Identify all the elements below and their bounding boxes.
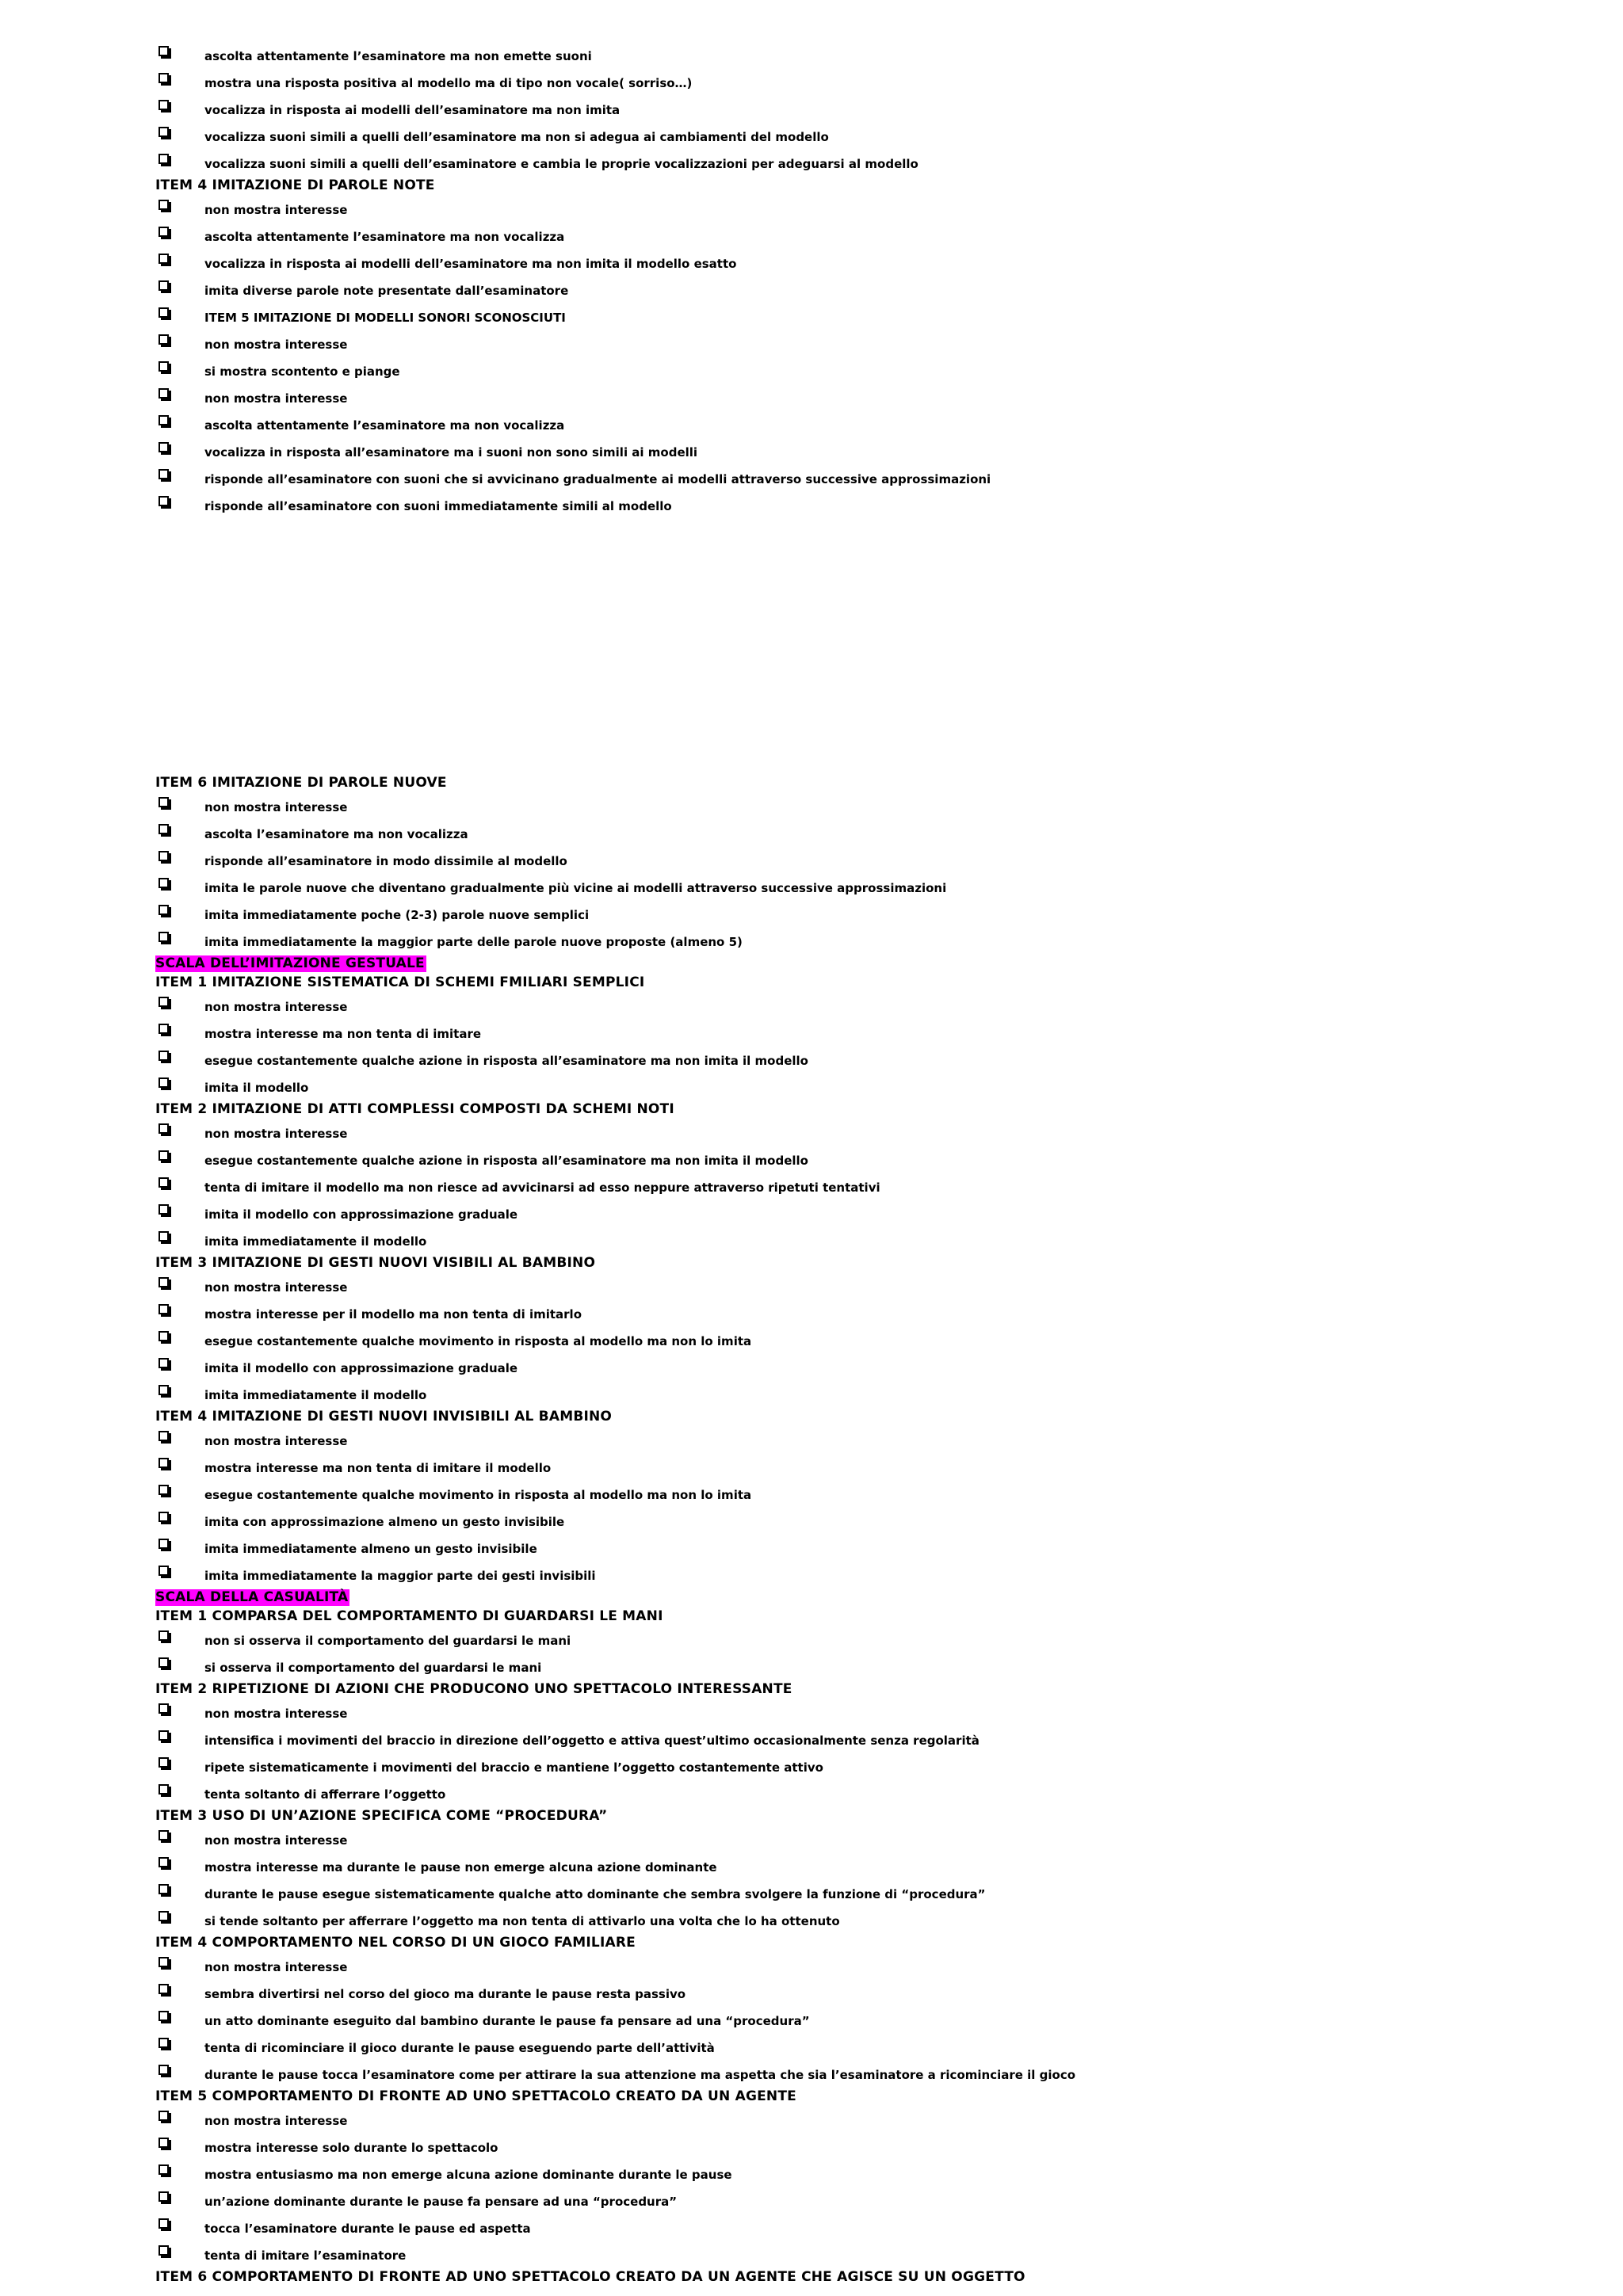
checkbox-icon[interactable] (158, 1984, 169, 1994)
checklist-item-label: mostra interesse ma non tenta di imitare (204, 1027, 482, 1041)
checklist-item (155, 992, 1582, 1019)
heading-label: ITEM 4 IMITAZIONE DI PAROLE NOTE (155, 177, 435, 193)
checklist-item (155, 357, 1582, 383)
checklist-item-label: non mostra interesse (204, 1127, 348, 1141)
checklist-item (155, 1507, 1582, 1534)
heading-label: ITEM 2 IMITAZIONE DI ATTI COMPLESSI COMPOSTI DA SCHEMI NOTI (155, 1101, 674, 1117)
checklist-item (155, 41, 1582, 68)
checkbox-icon[interactable] (158, 1150, 169, 1161)
checklist-item-label: imita il modello con approssimazione graduale (204, 1207, 518, 1222)
checklist-item-label: non mostra interesse (204, 1833, 348, 1848)
checkbox-icon[interactable] (158, 127, 169, 137)
checklist-item-label: non mostra interesse (204, 800, 348, 814)
checklist-item-label: risponde all’esaminatore con suoni immediatamente simili al modello (204, 499, 672, 513)
checklist-item-label: si osserva il comportamento del guardarsi le mani (204, 1661, 542, 1675)
checklist-item (155, 68, 1582, 95)
checklist-item (155, 1073, 1582, 1100)
checklist-item (155, 2133, 1582, 2160)
checkbox-icon[interactable] (158, 2011, 169, 2021)
checkbox-icon[interactable] (158, 2191, 169, 2202)
checklist-item-label: imita il modello con approssimazione graduale (204, 1361, 518, 1375)
checklist-item (155, 1653, 1582, 1680)
checkbox-icon[interactable] (158, 1630, 169, 1641)
checklist-item (155, 1199, 1582, 1226)
checkbox-icon[interactable] (158, 2218, 169, 2229)
checklist-item-label: sembra divertirsi nel corso del gioco ma durante le pause resta passivo (204, 1987, 686, 2001)
checklist-item-label: tenta di ricominciare il gioco durante le pause eseguendo parte dell’attività (204, 2041, 715, 2055)
checklist-item-label: non mostra interesse (204, 203, 348, 217)
checklist-item-label: mostra entusiasmo ma non emerge alcuna azione dominante durante le pause (204, 2168, 732, 2182)
checklist-item (155, 1480, 1582, 1507)
checkbox-icon[interactable] (158, 1231, 169, 1241)
checklist-item-label: ascolta attentamente l’esaminatore ma non emette suoni (204, 49, 592, 63)
checkbox-icon[interactable] (158, 1911, 169, 1921)
heading-label: ITEM 5 COMPORTAMENTO DI FRONTE AD UNO SPETTACOLO CREATO DA UN AGENTE (155, 2088, 796, 2104)
checkbox-icon[interactable] (158, 1204, 169, 1215)
checkbox-icon[interactable] (158, 797, 169, 807)
checkbox-icon[interactable] (158, 997, 169, 1007)
checklist-item (155, 464, 1582, 491)
checklist-item (155, 1046, 1582, 1073)
checklist-item (155, 1426, 1582, 1453)
item-heading (155, 2267, 1582, 2286)
checkbox-icon[interactable] (158, 1657, 169, 1668)
item-heading (155, 1680, 1582, 1699)
checklist-item-label: non mostra interesse (204, 391, 348, 406)
checklist-item-label: imita immediatamente la maggior parte delle parole nuove proposte (almeno 5) (204, 935, 743, 949)
checklist-item (155, 927, 1582, 954)
heading-label: ITEM 3 USO DI UN’AZIONE SPECIFICA COME “PROCEDURA” (155, 1808, 608, 1824)
checklist-item-label: imita immediatamente il modello (204, 1388, 427, 1402)
checkbox-icon[interactable] (158, 932, 169, 942)
checklist-item (155, 1626, 1582, 1653)
checklist-item (155, 437, 1582, 464)
heading-label: ITEM 1 COMPARSA DEL COMPORTAMENTO DI GUARDARSI LE MANI (155, 1608, 663, 1624)
checklist-item-label: vocalizza suoni simili a quelli dell’esaminatore e cambia le proprie vocalizzazioni per adeguarsi al modello (204, 157, 918, 171)
checkbox-icon[interactable] (158, 824, 169, 834)
heading-label: ITEM 3 IMITAZIONE DI GESTI NUOVI VISIBILI AL BAMBINO (155, 1255, 596, 1271)
checklist-item-label: mostra interesse solo durante lo spettacolo (204, 2141, 498, 2155)
checklist-item (155, 1226, 1582, 1253)
checkbox-icon[interactable] (158, 1757, 169, 1768)
checklist-item-label: risponde all’esaminatore con suoni che si avvicinano gradualmente ai modelli attraverso successive approssimazioni (204, 472, 991, 486)
checkbox-icon[interactable] (158, 2138, 169, 2148)
checklist-item-label: imita immediatamente la maggior parte dei gesti invisibili (204, 1569, 596, 1583)
checklist-item-label: durante le pause esegue sistematicamente qualche atto dominante che sembra svolgere la funzione di “procedura” (204, 1887, 986, 1901)
checkbox-icon[interactable] (158, 361, 169, 372)
checkbox-icon[interactable] (158, 1358, 169, 1368)
checklist-item-label: tenta di imitare l’esaminatore (204, 2248, 407, 2263)
checklist-item-label: mostra interesse per il modello ma non tenta di imitarlo (204, 1307, 582, 1322)
checklist-item (155, 95, 1582, 122)
checklist-item-label: intensifica i movimenti del braccio in direzione dell’oggetto e attiva quest’ultimo occasionalmente senza regolarità (204, 1733, 980, 1748)
checkbox-icon[interactable] (158, 1458, 169, 1468)
checkbox-icon[interactable] (158, 200, 169, 210)
checklist-item-label: non mostra interesse (204, 1434, 348, 1448)
checklist-item-label: tocca l’esaminatore durante le pause ed aspetta (204, 2222, 531, 2236)
checklist-item (155, 2160, 1582, 2187)
checklist-item (155, 1272, 1582, 1299)
checkbox-icon[interactable] (158, 2245, 169, 2256)
checkbox-icon[interactable] (158, 1123, 169, 1134)
checklist-item (155, 1119, 1582, 1146)
checklist-item-label: imita le parole nuove che diventano gradualmente più vicine ai modelli attraverso successive approssimazioni (204, 881, 947, 895)
item-heading (155, 1253, 1582, 1272)
item-heading (155, 1607, 1582, 1626)
checklist-item (155, 330, 1582, 357)
checkbox-icon[interactable] (158, 1784, 169, 1794)
checkbox-icon[interactable] (158, 1331, 169, 1341)
checklist-item (155, 122, 1582, 149)
checklist-item (155, 249, 1582, 276)
checkbox-icon[interactable] (158, 46, 169, 56)
checklist-item (155, 1453, 1582, 1480)
checklist-item (155, 1906, 1582, 1933)
checklist-item (155, 2187, 1582, 2214)
checklist-item (155, 491, 1582, 518)
checklist-item-label: durante le pause tocca l’esaminatore come per attirare la sua attenzione ma aspetta che sia l’esaminatore a ricominciare il gioco (204, 2068, 1076, 2082)
checklist-item-label: si tende soltanto per afferrare l’oggetto ma non tenta di attivarlo una volta che lo ha ottenuto (204, 1914, 840, 1928)
item-heading (155, 176, 1582, 195)
checkbox-icon[interactable] (158, 1485, 169, 1495)
checkbox-icon[interactable] (158, 1077, 169, 1088)
checklist-item (155, 2241, 1582, 2267)
checklist-item (155, 873, 1582, 900)
document-page (155, 41, 1582, 2286)
checklist-item (155, 2106, 1582, 2133)
checkbox-icon[interactable] (158, 1177, 169, 1188)
checkbox-icon[interactable] (158, 254, 169, 264)
checkbox-icon[interactable] (158, 1566, 169, 1576)
checklist-item (155, 1979, 1582, 2006)
checkbox-icon[interactable] (158, 496, 169, 506)
checklist-item (155, 1779, 1582, 1806)
scale-heading (155, 1588, 1582, 1607)
checklist-item-label: tenta di imitare il modello ma non riesce ad avvicinarsi ad esso neppure attraverso ripetuti tentativi (204, 1180, 880, 1195)
checklist-item-label: esegue costantemente qualche azione in risposta all’esaminatore ma non imita il modello (204, 1054, 808, 1068)
checklist-item (155, 1699, 1582, 1726)
checklist-item (155, 276, 1582, 303)
checkbox-icon[interactable] (158, 227, 169, 237)
checkbox-icon[interactable] (158, 905, 169, 915)
checklist-item-label: si mostra scontento e piange (204, 364, 400, 379)
checklist-item (155, 195, 1582, 222)
checklist-item-label: non mostra interesse (204, 1280, 348, 1295)
page-gap (155, 518, 1582, 773)
checklist-item (155, 149, 1582, 176)
checklist-item-label: ascolta attentamente l’esaminatore ma non vocalizza (204, 418, 565, 433)
item-heading (155, 973, 1582, 992)
checklist-item (155, 1380, 1582, 1407)
checklist-item-label: imita diverse parole note presentate dall’esaminatore (204, 284, 569, 298)
checkbox-icon[interactable] (158, 442, 169, 452)
checkbox-icon[interactable] (158, 100, 169, 110)
checkbox-icon[interactable] (158, 878, 169, 888)
checklist-item (155, 2060, 1582, 2087)
checkbox-icon[interactable] (158, 334, 169, 345)
checkbox-icon[interactable] (158, 1277, 169, 1287)
checklist-item-label: vocalizza in risposta all’esaminatore ma i suoni non sono simili ai modelli (204, 445, 698, 460)
checklist-item-label: imita immediatamente almeno un gesto invisibile (204, 1542, 537, 1556)
checklist-item-label: risponde all’esaminatore in modo dissimile al modello (204, 854, 567, 868)
checklist-item-label: imita immediatamente il modello (204, 1234, 427, 1249)
checklist-item (155, 1146, 1582, 1173)
checklist-item-label: non mostra interesse (204, 1960, 348, 1974)
scale-heading (155, 954, 1582, 973)
checkbox-icon[interactable] (158, 1830, 169, 1840)
checkbox-icon[interactable] (158, 1730, 169, 1741)
item-heading (155, 1806, 1582, 1825)
checklist-item (155, 1173, 1582, 1199)
checklist-item-label: mostra interesse ma durante le pause non emerge alcuna azione dominante (204, 1860, 717, 1875)
checkbox-icon[interactable] (158, 469, 169, 479)
checkbox-icon[interactable] (158, 1539, 169, 1549)
item-heading (155, 1933, 1582, 1952)
checklist-item-label: ascolta l’esaminatore ma non vocalizza (204, 827, 468, 841)
checkbox-icon[interactable] (158, 1431, 169, 1441)
checklist-item (155, 1726, 1582, 1753)
checklist-item-label: non si osserva il comportamento del guardarsi le mani (204, 1634, 571, 1648)
checklist-item (155, 792, 1582, 819)
checklist-item-label: esegue costantemente qualche azione in risposta all’esaminatore ma non imita il modello (204, 1154, 808, 1168)
item-heading (155, 2087, 1582, 2106)
heading-label: ITEM 4 IMITAZIONE DI GESTI NUOVI INVISIBILI AL BAMBINO (155, 1409, 613, 1425)
checklist-item-label: un’azione dominante durante le pause fa pensare ad una “procedura” (204, 2195, 678, 2209)
checklist-item-label: ripete sistematicamente i movimenti del braccio e mantiene l’oggetto costantemente attivo (204, 1760, 823, 1775)
heading-label: ITEM 4 COMPORTAMENTO NEL CORSO DI UN GIOCO FAMILIARE (155, 1935, 636, 1951)
checkbox-icon[interactable] (158, 2065, 169, 2075)
checklist-item (155, 1353, 1582, 1380)
checklist-item (155, 1299, 1582, 1326)
checkbox-icon[interactable] (158, 2164, 169, 2175)
checkbox-icon[interactable] (158, 280, 169, 291)
heading-label: SCALA DELLA CASUALITÀ (155, 1589, 349, 1605)
checklist-item-label: non mostra interesse (204, 1707, 348, 1721)
checkbox-icon[interactable] (158, 1385, 169, 1395)
checklist-item-label: non mostra interesse (204, 2114, 348, 2128)
checklist-item-label: mostra interesse ma non tenta di imitare il modello (204, 1461, 552, 1475)
checklist-item-label: mostra una risposta positiva al modello ma di tipo non vocale( sorriso…) (204, 76, 693, 90)
checklist-item (155, 1534, 1582, 1561)
checklist-item-label: imita il modello (204, 1081, 309, 1095)
checkbox-icon[interactable] (158, 1512, 169, 1522)
checkbox-icon[interactable] (158, 1024, 169, 1034)
checklist-item-label: tenta soltanto di afferrare l’oggetto (204, 1787, 446, 1802)
checkbox-icon[interactable] (158, 1703, 169, 1714)
checkbox-icon[interactable] (158, 2038, 169, 2048)
heading-label: SCALA DELL’IMITAZIONE GESTUALE (155, 955, 425, 971)
checklist-item-label: ITEM 5 IMITAZIONE DI MODELLI SONORI SCONOSCIUTI (204, 311, 566, 325)
checkbox-icon[interactable] (158, 1957, 169, 1967)
checklist-item (155, 410, 1582, 437)
checklist-item (155, 1852, 1582, 1879)
item-heading (155, 773, 1582, 792)
checklist-item (155, 819, 1582, 846)
checklist-item-label: non mostra interesse (204, 1000, 348, 1014)
checklist-item (155, 1825, 1582, 1852)
checklist-item-label: esegue costantemente qualche movimento in risposta al modello ma non lo imita (204, 1334, 752, 1348)
checklist-item (155, 1952, 1582, 1979)
checklist-item-label: un atto dominante eseguito dal bambino durante le pause fa pensare ad una “procedura” (204, 2014, 810, 2028)
checklist-item-label: non mostra interesse (204, 338, 348, 352)
checkbox-icon[interactable] (158, 1304, 169, 1314)
heading-label: ITEM 1 IMITAZIONE SISTEMATICA DI SCHEMI FMILIARI SEMPLICI (155, 974, 645, 990)
checkbox-icon[interactable] (158, 73, 169, 83)
checklist-item (155, 1019, 1582, 1046)
item-heading (155, 1407, 1582, 1426)
checklist-item-label: esegue costantemente qualche movimento in risposta al modello ma non lo imita (204, 1488, 752, 1502)
checklist-item-label: imita con approssimazione almeno un gesto invisibile (204, 1515, 565, 1529)
checkbox-icon[interactable] (158, 2111, 169, 2121)
checklist-item-label: vocalizza suoni simili a quelli dell’esaminatore ma non si adegua ai cambiamenti del modello (204, 130, 829, 144)
checklist-item (155, 222, 1582, 249)
checkbox-icon[interactable] (158, 1051, 169, 1061)
checklist-item-label: imita immediatamente poche (2-3) parole nuove semplici (204, 908, 590, 922)
checklist-item (155, 846, 1582, 873)
item-heading (155, 1100, 1582, 1119)
heading-label: ITEM 6 COMPORTAMENTO DI FRONTE AD UNO SPETTACOLO CREATO DA UN AGENTE CHE AGISCE SU UN OGGETTO (155, 2269, 1025, 2285)
checkbox-icon[interactable] (158, 1857, 169, 1867)
checkbox-icon[interactable] (158, 415, 169, 425)
checkbox-icon[interactable] (158, 388, 169, 399)
checkbox-icon[interactable] (158, 154, 169, 164)
checkbox-icon[interactable] (158, 851, 169, 861)
heading-label: ITEM 6 IMITAZIONE DI PAROLE NUOVE (155, 775, 447, 791)
checklist-item (155, 900, 1582, 927)
checklist-item (155, 1326, 1582, 1353)
heading-label: ITEM 2 RIPETIZIONE DI AZIONI CHE PRODUCONO UNO SPETTACOLO INTERESSANTE (155, 1681, 792, 1697)
checklist-item (155, 1879, 1582, 1906)
checkbox-icon[interactable] (158, 1884, 169, 1894)
checklist-item (155, 2006, 1582, 2033)
checklist-item (155, 2033, 1582, 2060)
checklist-item (155, 383, 1582, 410)
checklist-item (155, 303, 1582, 330)
checklist-item-label: vocalizza in risposta ai modelli dell’esaminatore ma non imita il modello esatto (204, 257, 737, 271)
checklist-item-label: ascolta attentamente l’esaminatore ma non vocalizza (204, 230, 565, 244)
checklist-item (155, 2214, 1582, 2241)
checklist-item-label: vocalizza in risposta ai modelli dell’esaminatore ma non imita (204, 103, 621, 117)
checklist-item (155, 1561, 1582, 1588)
checklist-item (155, 1753, 1582, 1779)
checkbox-icon[interactable] (158, 307, 169, 318)
